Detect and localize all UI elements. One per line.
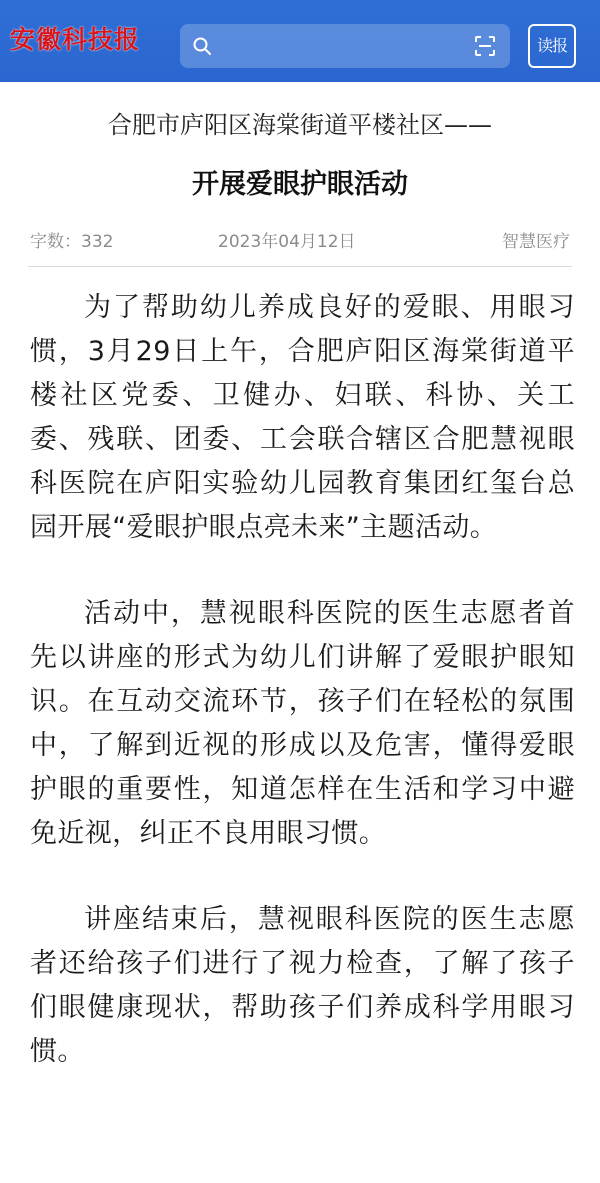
scan-icon[interactable] <box>474 35 496 57</box>
meta-divider <box>28 266 572 267</box>
read-newspaper-button[interactable]: 读报 <box>528 24 576 68</box>
article-paragraph: 活动中，慧视眼科医院的医生志愿者首先以讲座的形式为幼儿们讲解了爱眼护眼知识。在互动交流环节，孩子们在轻松的氛围中，了解到近视的形成以及危害，懂得爱眼护眼的重要性，知道怎样在生活和学习中避免近视，纠正不良用眼习惯。 <box>30 598 575 849</box>
search-icon <box>192 36 212 56</box>
article-kicker: 合肥市庐阳区海棠街道平楼社区—— <box>108 111 492 139</box>
article-paragraph: 讲座结束后，慧视眼科医院的医生志愿者还给孩子们进行了视力检查，了解了孩子们眼健康现状，帮助孩子们养成科学用眼习惯。 <box>30 904 575 1067</box>
article-title: 开展爱眼护眼活动 <box>192 169 408 200</box>
search-bar[interactable] <box>180 24 510 68</box>
article-paragraph: 为了帮助幼儿养成良好的爱眼、用眼习惯，3月29日上午，合肥庐阳区海棠街道平楼社区党委、卫健办、妇联、科协、关工委、残联、团委、工会联合辖区合肥慧视眼科医院在庐阳实验幼儿园教育集团红玺台总园开展“爱眼护眼点亮未来”主题活动。 <box>30 292 575 543</box>
publish-date: 2023年04月12日 <box>218 232 356 252</box>
word-count: 字数：332 <box>30 232 114 252</box>
article-meta <box>30 228 570 256</box>
article-body <box>30 286 575 1116</box>
app-header <box>0 0 600 82</box>
section-label[interactable]: 智慧医疗 <box>502 232 570 252</box>
app-logo[interactable]: 安徽科技报 <box>10 25 141 54</box>
